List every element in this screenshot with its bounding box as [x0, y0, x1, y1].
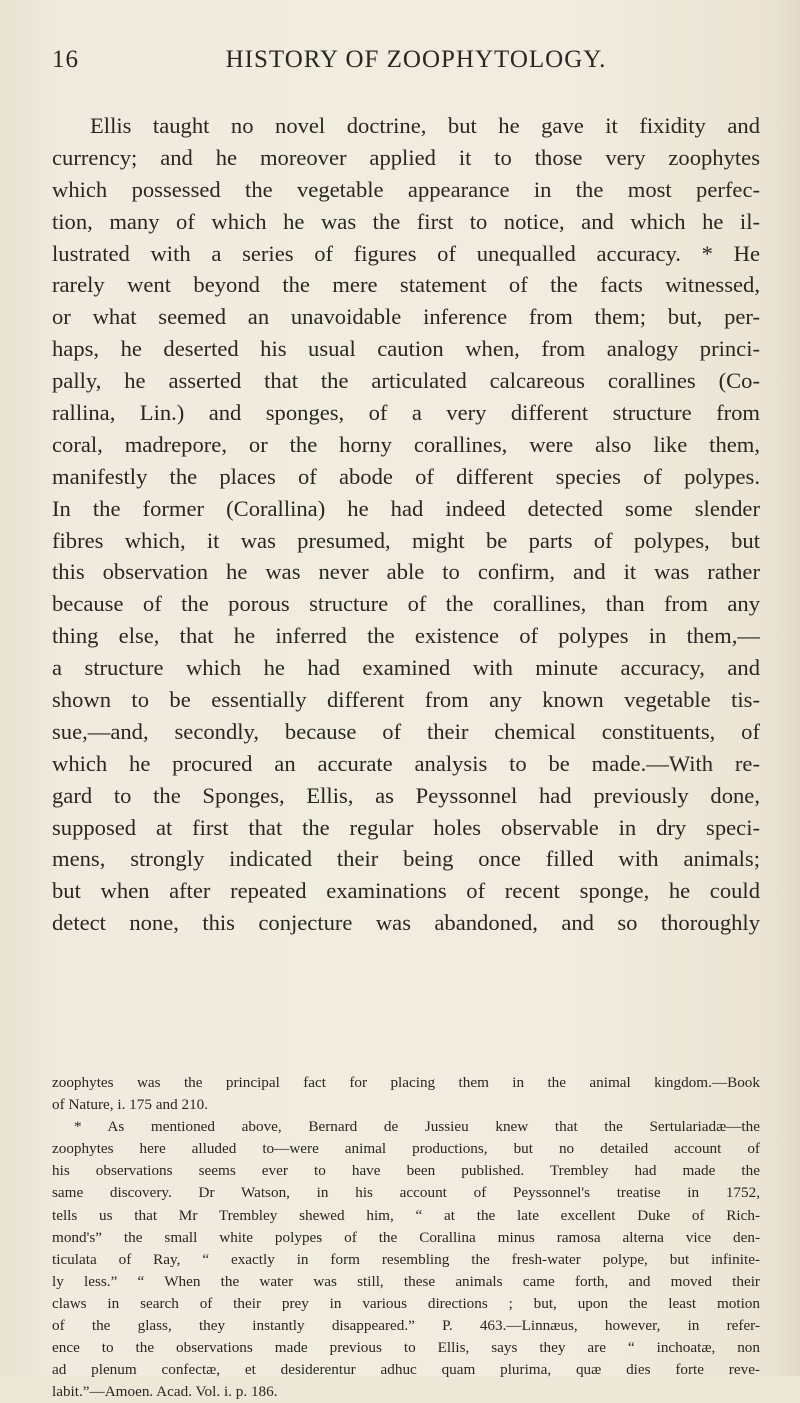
text-line: but when after repeated examinations of recent sponge, he could	[52, 878, 760, 904]
footnote-line: of Nature, i. 175 and 210.	[52, 1096, 209, 1114]
text-line: rallina, Lin.) and sponges, of a very different structure from	[52, 400, 760, 426]
text-line: gard to the Sponges, Ellis, as Peyssonnel had previously done,	[52, 782, 760, 808]
footnote-line: labit.”—Amoen. Acad. Vol. i. p. 186.	[52, 1383, 278, 1401]
footnotes	[52, 1072, 760, 1403]
text-line: mens, strongly indicated their being once filled with animals;	[52, 846, 760, 872]
footnote-line: zoophytes here alluded to—were animal productions, but no detailed account of	[52, 1140, 760, 1158]
text-line: or what seemed an unavoidable inference from them; but, per-	[52, 304, 760, 330]
footnote-line: mond's” the small white polypes of the Corallina minus ramosa alterna vice den-	[52, 1228, 760, 1246]
footnote-line: same discovery. Dr Watson, in his account of Peyssonnel's treatise in 1752,	[52, 1184, 760, 1202]
footnote-line: * As mentioned above, Bernard de Jussieu knew that the Sertulariadæ—the	[74, 1118, 760, 1136]
text-line: haps, he deserted his usual caution when, from analogy princi-	[52, 336, 760, 362]
footnote-line: his observations seems ever to have been published. Trembley had made the	[52, 1162, 760, 1180]
footnote-line: ly less.” “ When the water was still, these animals came forth, and moved their	[52, 1272, 760, 1290]
text-line: currency; and he moreover applied it to those very zoophytes	[52, 144, 760, 170]
footnote-line: tells us that Mr Trembley shewed him, “ at the late excellent Duke of Rich-	[52, 1206, 760, 1224]
text-line: fibres which, it was presumed, might be parts of polypes, but	[52, 527, 760, 553]
running-head	[52, 46, 756, 86]
footnote-line: claws in search of their prey in various directions ; but, upon the least motion	[52, 1294, 760, 1312]
text-line: manifestly the places of abode of different species of polypes.	[52, 463, 760, 489]
text-line: this observation he was never able to confirm, and it was rather	[52, 559, 760, 585]
text-line: because of the porous structure of the corallines, than from any	[52, 591, 760, 617]
footnote-line: ticulata of Ray, “ exactly in form resembling the fresh-water polype, but infinite-	[52, 1250, 760, 1268]
text-line: In the former (Corallina) he had indeed detected some slender	[52, 495, 760, 521]
text-line: tion, many of which he was the first to notice, and which he il-	[52, 208, 760, 234]
page-number: 16	[52, 46, 79, 73]
text-line: sue,—and, secondly, because of their chemical constituents, of	[52, 718, 760, 744]
text-line: pally, he asserted that the articulated calcareous corallines (Co-	[52, 368, 760, 394]
text-line: Ellis taught no novel doctrine, but he gave it fixidity and	[90, 113, 760, 138]
footnote-line: zoophytes was the principal fact for placing them in the animal kingdom.—Book	[52, 1074, 760, 1091]
text-line: coral, madrepore, or the horny corallines, were also like them,	[52, 431, 760, 457]
text-line: detect none, this conjecture was abandoned, and so thoroughly	[52, 910, 760, 936]
running-title: HISTORY OF ZOOPHYTOLOGY.	[225, 46, 607, 73]
text-line: which he procured an accurate analysis to be made.—With re-	[52, 750, 760, 776]
footnote-line: of the glass, they instantly disappeared.” P. 463.—Linnæus, however, in refer-	[52, 1317, 760, 1335]
text-line: supposed at first that the regular holes observable in dry speci-	[52, 814, 760, 840]
footnote-line: ad plenum confectæ, et desiderentur adhuc quam plurima, quæ dies forte reve-	[52, 1361, 760, 1379]
footnote-line: ence to the observations made previous to Ellis, says they are “ inchoatæ, non	[52, 1339, 760, 1357]
text-line: thing else, that he inferred the existence of polypes in them,—	[52, 623, 760, 649]
text-line: shown to be essentially different from any known vegetable tis-	[52, 687, 760, 713]
main-text	[52, 110, 760, 939]
text-line: lustrated with a series of figures of unequalled accuracy. * He	[52, 240, 760, 266]
text-line: rarely went beyond the mere statement of the facts witnessed,	[52, 272, 760, 298]
text-line: which possessed the vegetable appearance in the most perfec-	[52, 176, 760, 202]
text-line: a structure which he had examined with minute accuracy, and	[52, 655, 760, 681]
